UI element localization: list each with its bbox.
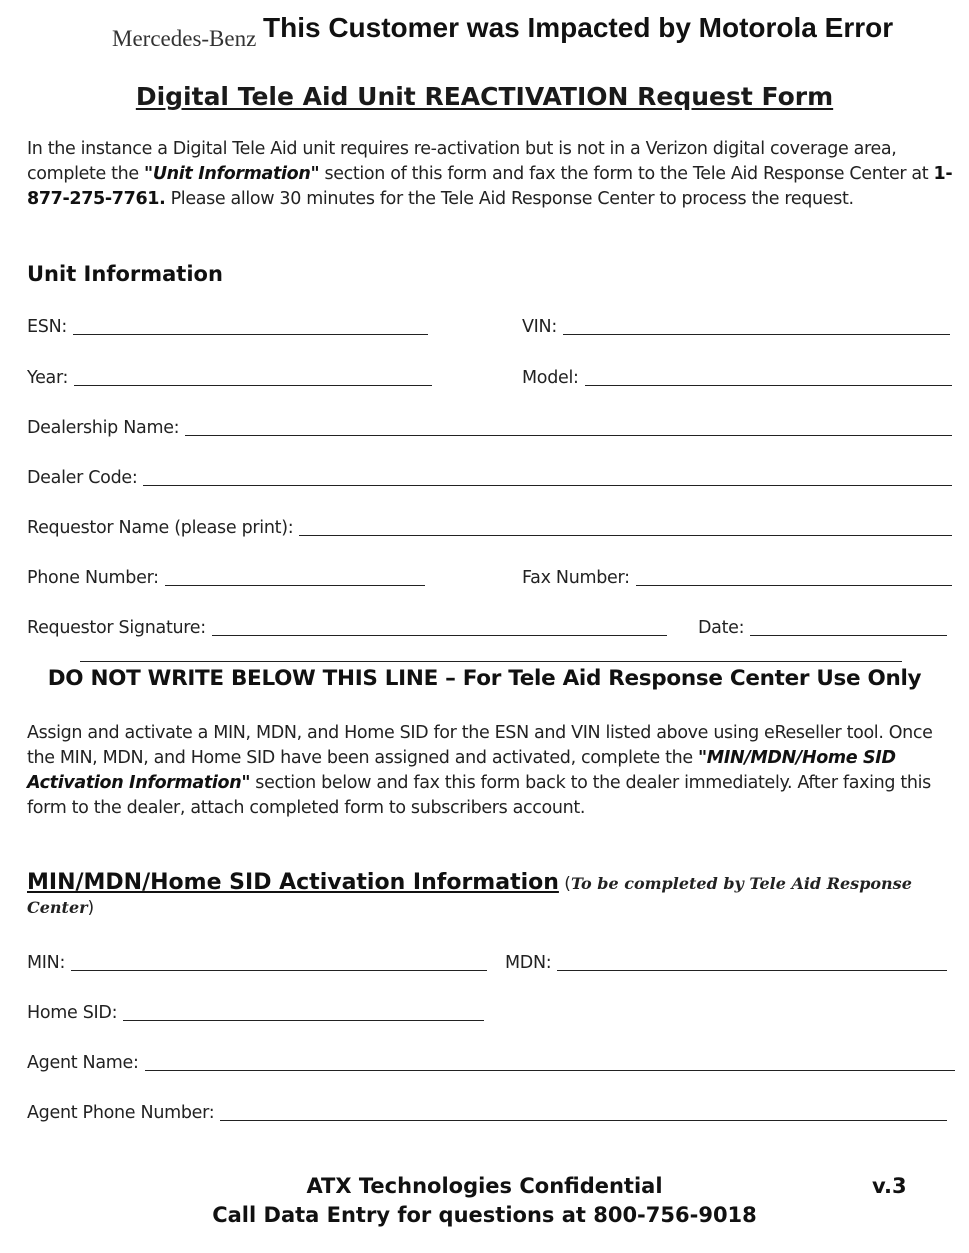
year-label: Year: bbox=[27, 368, 69, 388]
home-sid-line[interactable] bbox=[123, 1019, 484, 1021]
fax-number-line[interactable] bbox=[636, 584, 952, 586]
date-line[interactable] bbox=[750, 634, 947, 636]
min-label: MIN: bbox=[27, 953, 66, 973]
do-not-write-warning: DO NOT WRITE BELOW THIS LINE – For Tele Aid Response Center Use Only bbox=[47, 666, 922, 691]
agent-name-label: Agent Name: bbox=[27, 1053, 139, 1073]
brand-logo: Mercedes-Benz bbox=[112, 26, 257, 51]
phone-number-label: Phone Number: bbox=[27, 568, 159, 588]
fax-number-text: 1-877-275-7761. bbox=[27, 164, 953, 209]
min-line[interactable] bbox=[71, 969, 487, 971]
phone-number-line[interactable] bbox=[165, 584, 425, 586]
home-sid-field[interactable] bbox=[27, 999, 484, 1023]
unit-info-emphasis: "Unit Information" bbox=[144, 164, 320, 184]
activation-note: To be completed by Tele Aid Response Center bbox=[27, 874, 912, 917]
dealership-name-field[interactable] bbox=[27, 414, 952, 438]
footer-confidential: ATX Technologies Confidential bbox=[306, 1174, 663, 1198]
mdn-line[interactable] bbox=[557, 969, 947, 971]
requestor-signature-field[interactable] bbox=[27, 614, 667, 638]
vin-field[interactable] bbox=[522, 313, 950, 337]
phone-number-field[interactable] bbox=[27, 564, 425, 588]
mdn-label: MDN: bbox=[505, 953, 552, 973]
footer-contact: Call Data Entry for questions at 800-756-9018 bbox=[212, 1203, 757, 1227]
esn-line[interactable] bbox=[73, 333, 428, 335]
esn-label: ESN: bbox=[27, 317, 67, 337]
activation-emphasis: "MIN/MDN/Home SID Activation Information" bbox=[27, 748, 896, 793]
mdn-field[interactable] bbox=[505, 949, 947, 973]
year-field[interactable] bbox=[27, 364, 432, 388]
dealer-code-label: Dealer Code: bbox=[27, 468, 138, 488]
dealer-code-field[interactable] bbox=[27, 464, 952, 488]
dealer-code-line[interactable] bbox=[143, 484, 952, 486]
agent-phone-label: Agent Phone Number: bbox=[27, 1103, 215, 1123]
agent-phone-field[interactable] bbox=[27, 1099, 947, 1123]
agent-name-field[interactable] bbox=[27, 1049, 955, 1073]
requestor-name-field[interactable] bbox=[27, 514, 952, 538]
cut-line-divider bbox=[80, 661, 902, 662]
date-label: Date: bbox=[698, 618, 745, 638]
agent-phone-line[interactable] bbox=[220, 1119, 947, 1121]
dealership-name-label: Dealership Name: bbox=[27, 418, 180, 438]
instructions-paragraph: Assign and activate a MIN, MDN, and Home SID for the ESN and VIN listed above using eReseller tool. Once the MIN, MDN, and Home SID have been assigned and activated, complete the "MIN/MDN/Home SID Activation Information" section below and fax this form back to the dealer immediately. After faxing this form to the dealer, attach completed form to subscribers account. bbox=[27, 723, 933, 818]
agent-name-line[interactable] bbox=[145, 1069, 955, 1071]
activation-heading-block: MIN/MDN/Home SID Activation Information (To be completed by Tele Aid Response Center) bbox=[27, 870, 912, 918]
date-field[interactable] bbox=[698, 614, 947, 638]
header-notice: This Customer was Impacted by Motorola Error bbox=[263, 12, 894, 43]
unit-info-heading: Unit Information bbox=[27, 262, 223, 286]
footer-version: v.3 bbox=[872, 1174, 907, 1198]
requestor-name-label: Requestor Name (please print): bbox=[27, 518, 294, 538]
intro-paragraph: In the instance a Digital Tele Aid unit requires re-activation but is not in a Verizon digital coverage area, complete the "Unit Information" section of this form and fax the form to the Tele Aid Response Center at 1-877-275-7761. Please allow 30 minutes for the Tele Aid Response Center to process the request. bbox=[27, 139, 953, 209]
requestor-signature-label: Requestor Signature: bbox=[27, 618, 206, 638]
requestor-signature-line[interactable] bbox=[212, 634, 667, 636]
fax-number-field[interactable] bbox=[522, 564, 952, 588]
activation-heading: MIN/MDN/Home SID Activation Information bbox=[27, 870, 559, 895]
model-label: Model: bbox=[522, 368, 579, 388]
dealership-name-line[interactable] bbox=[185, 434, 952, 436]
vin-line[interactable] bbox=[563, 333, 950, 335]
fax-number-label: Fax Number: bbox=[522, 568, 630, 588]
model-line[interactable] bbox=[585, 384, 952, 386]
home-sid-label: Home SID: bbox=[27, 1003, 118, 1023]
requestor-name-line[interactable] bbox=[299, 534, 952, 536]
vin-label: VIN: bbox=[522, 317, 557, 337]
form-title: Digital Tele Aid Unit REACTIVATION Request Form bbox=[135, 82, 834, 111]
esn-field[interactable] bbox=[27, 313, 428, 337]
model-field[interactable] bbox=[522, 364, 952, 388]
year-line[interactable] bbox=[74, 384, 432, 386]
min-field[interactable] bbox=[27, 949, 487, 973]
